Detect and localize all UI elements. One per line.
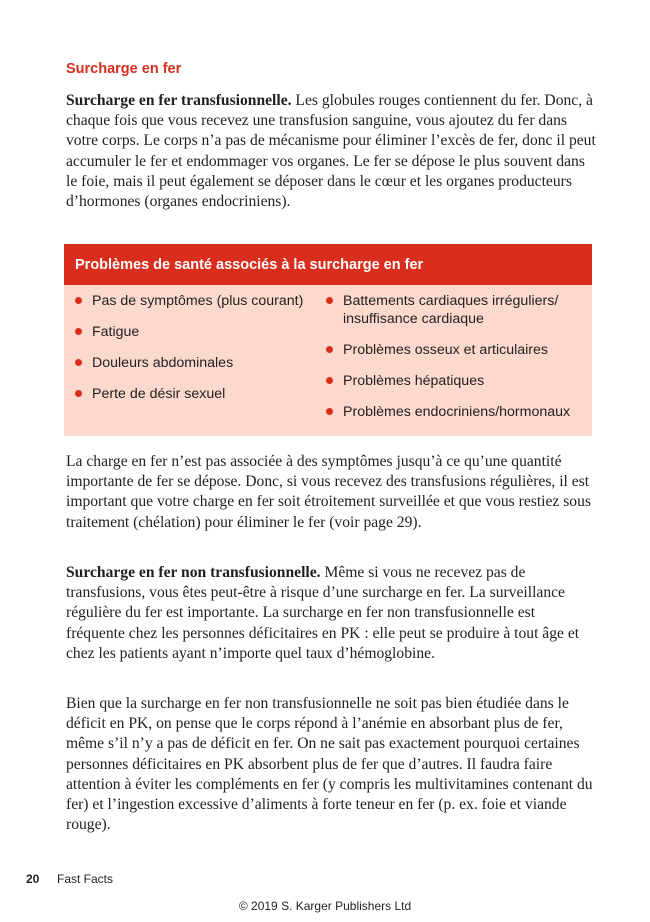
list-item-text: Pas de symptômes (plus courant) — [92, 293, 304, 309]
bullet-icon — [326, 297, 333, 304]
list-item — [325, 372, 587, 390]
bullet-icon — [75, 390, 82, 397]
bullet-icon — [326, 377, 333, 384]
section-heading: Surcharge en fer — [66, 61, 182, 77]
paragraph-lead: Surcharge en fer non transfusionnelle. — [66, 564, 321, 581]
list-item — [325, 292, 587, 328]
copyright: © 2019 S. Karger Publishers Ltd — [238, 899, 412, 913]
page-number: 20 — [26, 872, 40, 886]
bullet-icon — [326, 346, 333, 353]
bullet-icon — [75, 359, 82, 366]
list-item — [325, 403, 587, 421]
paragraph-iron-load: La charge en fer n’est pas associée à des symptômes jusqu’à ce qu’une quantité importante de fer se dépose. Donc, si vous recevez des transfusions régulières, il est important que votre charge en fer soit étroitement surveillée et que vous restiez sous traitement (chélation) pour éliminer le fer (voir page 29). — [66, 453, 591, 531]
paragraph-text: Les globules rouges contiennent du fer. Donc, à chaque fois que vous recevez une transfusion sanguine, vous ajoutez du fer dans votre corps. Le corps n’a pas de mécanisme pour éliminer l’excès de fer, donc il peut accumuler le fer et endommager vos organes. Le fer se dépose le plus souvent dans le foie, mais il peut également se déposer dans le cœur et les organes producteurs d’hormones (organes endocriniens). — [66, 92, 596, 211]
bullet-icon — [75, 328, 82, 335]
list-item-text: Fatigue — [92, 324, 140, 340]
list-item — [74, 323, 326, 341]
list-item-text: Problèmes osseux et articulaires — [343, 342, 549, 358]
paragraph-non-transfusional — [66, 563, 596, 664]
footer-title: Fast Facts — [57, 872, 114, 886]
list-item-text: Battements cardiaques irréguliers/ insuffisance cardiaque — [343, 293, 559, 327]
list-item-text: Douleurs abdominales — [92, 355, 234, 371]
paragraph-pk-deficit: Bien que la surcharge en fer non transfusionnelle ne soit pas bien étudiée dans le déficit en PK, on pense que le corps répond à l’anémie en absorbant plus de fer, même s’il n’y a pas de déficit en fer. On ne sait pas exactement pourquoi certaines personnes déficitaires en PK absorbent plus de fer que d’autres. Il faudra faire attention à éviter les compléments en fer (y compris les multivitamines contenant du fer) et l’ingestion excessive d’aliments à forte teneur en fer (p. ex. foie et viande rouge). — [66, 695, 593, 834]
list-item-text: Problèmes endocriniens/hormonaux — [343, 404, 571, 420]
list-item — [74, 385, 326, 403]
paragraph-transfusional — [66, 91, 596, 212]
box-right-column — [325, 292, 587, 434]
box-left-column — [74, 292, 326, 416]
list-item-text: Perte de désir sexuel — [92, 386, 226, 402]
paragraph-text: Même si vous ne recevez pas de transfusions, vous êtes peut-être à risque d’une surcharge en fer. La surveillance régulière du fer est importante. La surcharge en fer non transfusionnelle est fréquente chez les personnes déficitaires en PK : elle peut se produire à tout âge et chez les patients ayant n’importe quel taux d’hémoglobine. — [66, 564, 580, 662]
box-title: Problèmes de santé associés à la surcharge en fer — [64, 244, 592, 285]
list-item — [325, 341, 587, 359]
health-problems-box — [64, 244, 592, 436]
paragraph-lead: Surcharge en fer transfusionnelle. — [66, 92, 292, 109]
list-item-text: Problèmes hépatiques — [343, 373, 485, 389]
bullet-icon — [326, 408, 333, 415]
list-item — [74, 292, 326, 310]
list-item — [74, 354, 326, 372]
bullet-icon — [75, 297, 82, 304]
